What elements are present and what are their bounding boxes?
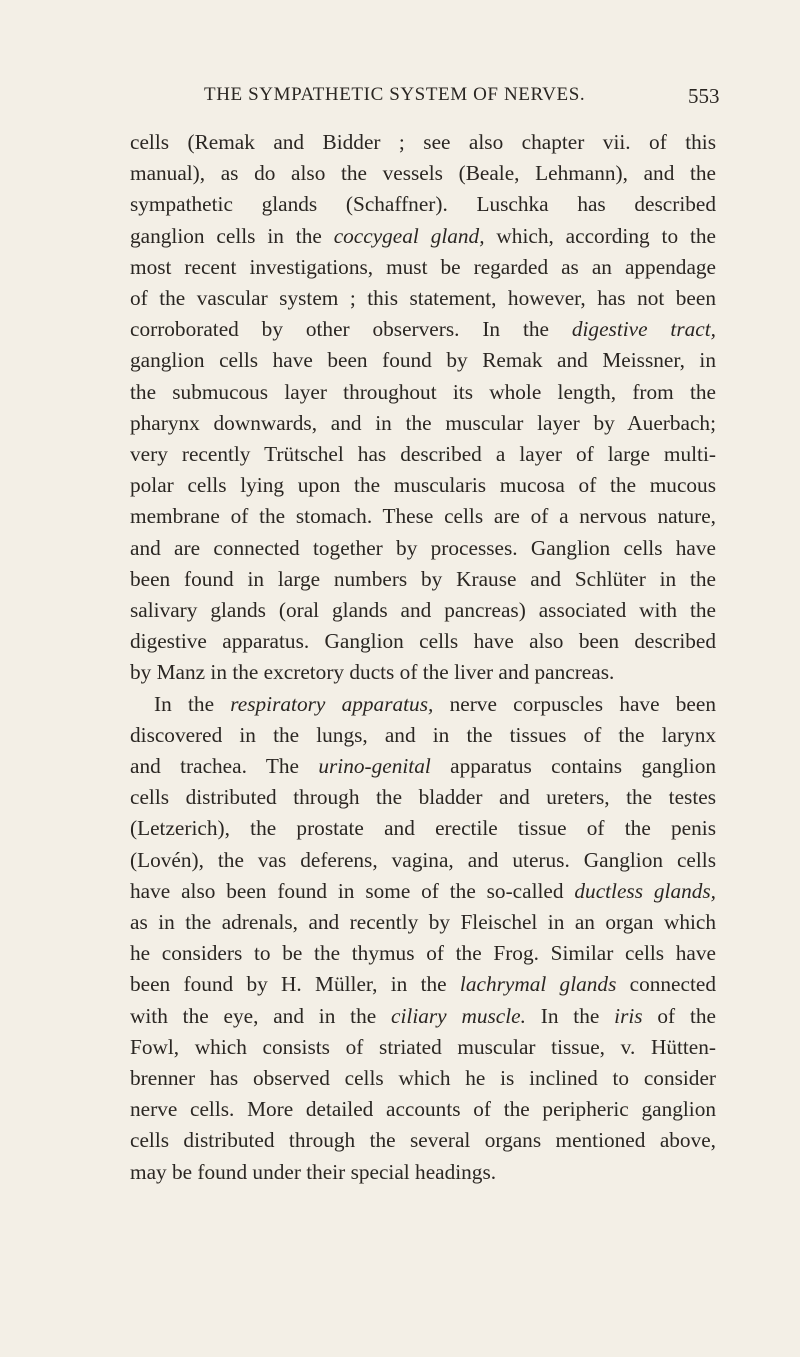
text-line: [130, 1001, 716, 1031]
text-segment: cells distributed through the bladder and ureters, the testes: [130, 785, 716, 810]
text-line: [130, 1094, 716, 1124]
running-head-title: THE SYMPATHETIC SYSTEM OF NERVES.: [204, 84, 586, 105]
text-segment: connected: [616, 972, 716, 997]
italic-term: lachrymal glands: [459, 972, 617, 997]
text-line: [130, 377, 716, 407]
text-segment: In the: [525, 1003, 615, 1028]
text-line: [130, 1157, 716, 1187]
text-segment: been found in large numbers by Krause and Schlüter in the: [130, 566, 716, 591]
text-segment: as in the adrenals, and recently by Fleischel in an organ which: [130, 910, 716, 934]
text-line: [130, 595, 716, 625]
text-segment: and trachea. The: [130, 754, 319, 778]
text-segment: membrane of the stomach. These cells are of a nervous nature,: [130, 504, 716, 529]
text-line: [130, 813, 716, 843]
text-line: [130, 564, 716, 594]
text-line: [130, 127, 716, 157]
text-segment: of the vascular system ; this statement, however, has not been: [130, 286, 716, 310]
text-line: [130, 221, 716, 251]
italic-term: ciliary muscle.: [391, 1003, 526, 1028]
text-segment: ganglion cells in the: [130, 223, 334, 248]
text-line: [130, 782, 716, 812]
text-line: [130, 314, 716, 344]
text-segment: polar cells lying upon the muscularis mucosa of the mucous: [130, 473, 716, 498]
italic-term: coccygeal gland,: [333, 223, 485, 248]
text-segment: sympathetic glands (Schaffner). Luschka has described: [130, 192, 716, 217]
text-segment: cells distributed through the several organs mentioned above,: [130, 1128, 716, 1153]
text-line: [130, 1063, 716, 1093]
text-line: [130, 1032, 716, 1062]
page-number: 553: [688, 84, 720, 108]
text-segment: nerve cells. More detailed accounts of the peripheric ganglion: [130, 1097, 716, 1122]
text-segment: may be found under their special headings.: [130, 1159, 497, 1184]
text-segment: (Letzerich), the prostate and erectile tissue of the penis: [130, 816, 716, 841]
text-segment: the submucous layer throughout its whole length, from the: [130, 379, 716, 404]
text-segment: and are connected together by processes. Ganglion cells have: [130, 535, 716, 560]
italic-term: respiratory apparatus,: [230, 691, 434, 716]
text-line: [130, 408, 716, 438]
text-line: [130, 720, 716, 750]
text-line: [130, 439, 716, 469]
text-line: [130, 751, 716, 781]
text-segment: very recently Trütschel has described a layer of large multi-: [130, 442, 716, 466]
text-line: [130, 189, 716, 219]
text-line: [130, 938, 716, 968]
italic-term: urino-genital: [318, 754, 431, 778]
text-segment: which, according to the: [484, 223, 717, 248]
text-line: [130, 969, 716, 999]
text-segment: of the: [642, 1003, 716, 1028]
text-segment: he considers to be the thymus of the Frog. Similar cells have: [130, 941, 716, 966]
text-segment: most recent investigations, must be regarded as an appendage: [130, 254, 716, 279]
text-line: [130, 1125, 716, 1155]
text-segment: by Manz in the excretory ducts of the liver and pancreas.: [130, 660, 615, 685]
text-line: [130, 845, 716, 875]
italic-term: ductless glands,: [574, 878, 716, 903]
text-line: [130, 907, 716, 937]
text-segment: manual), as do also the vessels (Beale, Lehmann), and the: [130, 161, 716, 186]
italic-term: iris: [614, 1003, 643, 1028]
text-segment: with the eye, and in the: [130, 1003, 392, 1028]
text-line: [130, 657, 716, 687]
text-segment: apparatus contains ganglion: [430, 754, 716, 778]
text-line: [130, 158, 716, 188]
text-line: [130, 876, 716, 906]
text-segment: In the: [154, 691, 231, 716]
text-line: [130, 626, 716, 656]
text-line: [130, 345, 716, 375]
text-segment: pharynx downwards, and in the muscular layer by Auerbach;: [130, 410, 716, 435]
text-segment: ganglion cells have been found by Remak and Meissner, in: [130, 348, 716, 373]
italic-term: digestive tract,: [571, 317, 716, 342]
text-segment: been found by H. Müller, in the: [130, 972, 460, 997]
text-line: [130, 501, 716, 531]
text-segment: nerve corpuscles have been: [433, 691, 716, 716]
text-line: [130, 283, 716, 313]
text-segment: discovered in the lungs, and in the tissues of the larynx: [130, 722, 716, 747]
text-segment: corroborated by other observers. In the: [130, 317, 572, 342]
text-line: [154, 689, 716, 719]
text-segment: (Lovén), the vas deferens, vagina, and uterus. Ganglion cells: [130, 847, 716, 872]
text-line: [130, 470, 716, 500]
text-segment: salivary glands (oral glands and pancreas) associated with the: [130, 598, 716, 622]
running-head: [0, 84, 800, 114]
text-segment: cells (Remak and Bidder ; see also chapter vii. of this: [130, 130, 716, 154]
text-segment: brenner has observed cells which he is inclined to consider: [130, 1066, 716, 1090]
text-segment: digestive apparatus. Ganglion cells have also been described: [130, 629, 716, 654]
text-line: [130, 252, 716, 282]
text-segment: Fowl, which consists of striated muscular tissue, v. Hütten-: [130, 1034, 716, 1059]
text-line: [130, 533, 716, 563]
text-segment: have also been found in some of the so-called: [130, 878, 575, 903]
